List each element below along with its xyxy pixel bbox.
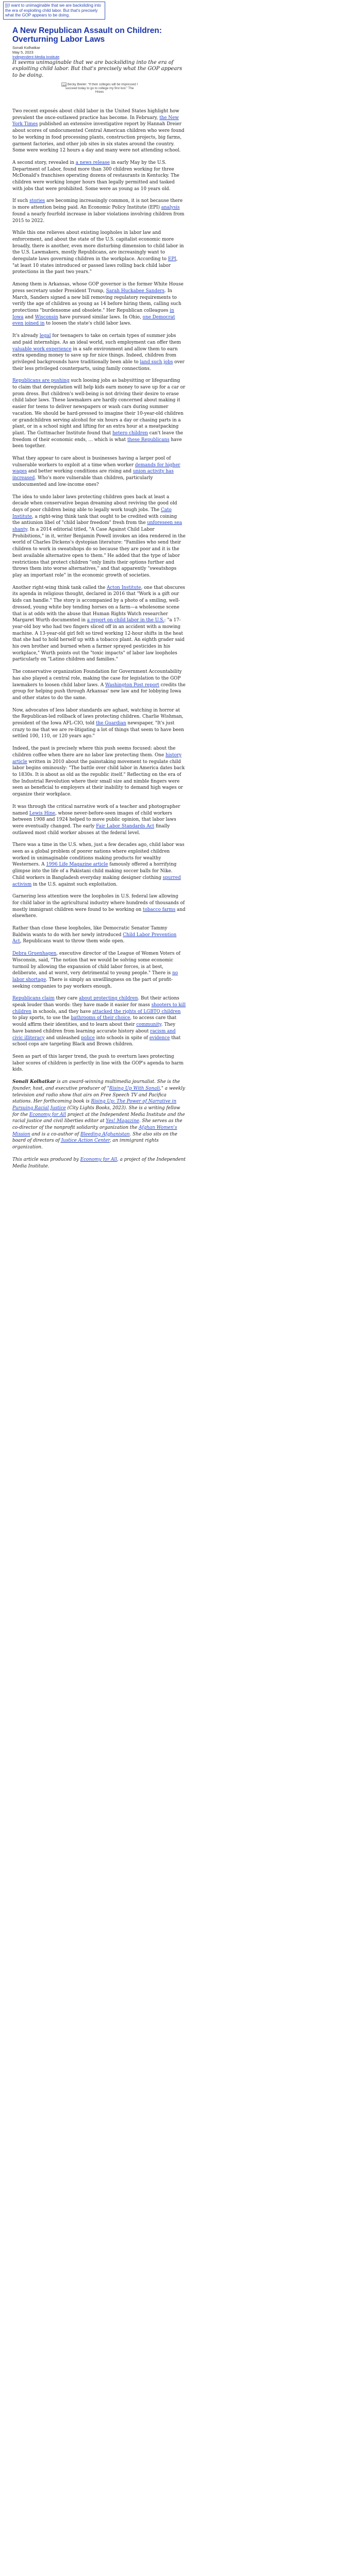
date: May 5, 2023 bbox=[12, 50, 34, 55]
article-paragraph bbox=[12, 842, 186, 888]
inline-link[interactable]: Bleeding Afghanistan bbox=[80, 1131, 130, 1137]
text-run: The conservative organization Foundation for Government Accountability has also played a central role, making the case for legislation to the GOP lawmakers to loosen child labor laws. A bbox=[12, 669, 182, 688]
text-run: , Republicans want to throw them wide open. bbox=[20, 939, 125, 944]
article-paragraph bbox=[12, 951, 186, 990]
text-run: . Who's more vulnerable than children, particularly undocumented and low-income ones? bbox=[12, 476, 153, 487]
article-paragraph bbox=[12, 585, 186, 663]
text-run: . She also sits on the board of directors of bbox=[12, 1131, 177, 1144]
text-run: It was through the critical narrative work of a teacher and photographer named bbox=[12, 804, 180, 816]
text-run: in the U.S. against such exploitation. bbox=[31, 882, 118, 887]
inline-link[interactable]: tobacco farms bbox=[142, 907, 176, 912]
text-run: over their less privileged counterparts, using family connections. bbox=[12, 359, 185, 371]
figure-caption: Becky Beeler: “If their colleges will be impressed I succeed today to go to college my first lost.” The Hrees bbox=[65, 82, 138, 94]
text-run: , one that obscures its agenda in religious thought, declared in 2016 that "Work is a gift our kids can handle." The story is accompanied by a photo of a smiling, well-dressed, young white boy tending horses on a farm—a wholesome scene that is at odds with the abuse that Human Rights Watch researcher Margaret Wurth documented in bbox=[12, 585, 185, 623]
inline-link[interactable]: legal bbox=[39, 333, 51, 339]
text-run: . But their actions speak louder than words: they have made it easier for mass bbox=[12, 996, 179, 1008]
inline-link[interactable]: a report on child labor in the U.S. bbox=[87, 618, 165, 623]
text-run: . In a 2014 editorial titled, "A Case Against Child Labor Prohibitions," in it, writer Benjamin Powell invokes an idea rendered in the world of Charles Dickens's dystopian literature: "Families who send their children to work in sweatshops do so because they are poor and it is the best available alternative open to them." He added that the type of labor restrictions that protect children "only limits their options further and throws them into worse alternatives," and that apparently "sweatshops play an important role" in the economic growth of societies. bbox=[12, 527, 186, 578]
inline-link[interactable]: history article bbox=[12, 752, 182, 765]
text-run: , whose never-before-seen images of child workers between 1908 and 1924 helped to move public opinion, that labor laws were eventually changed. The early bbox=[12, 810, 176, 829]
text-run: into schools in spite of bbox=[94, 1035, 150, 1041]
inline-link[interactable]: community bbox=[136, 1022, 161, 1028]
article-paragraph bbox=[12, 893, 186, 920]
inline-link[interactable]: stories bbox=[29, 198, 45, 204]
broken-image-icon bbox=[61, 82, 67, 87]
text-run: , "at least 10 states introduced or passed laws rolling back child labor protections in the past two years." bbox=[12, 257, 178, 275]
article-paragraph bbox=[12, 108, 186, 154]
inline-link[interactable]: these Republicans bbox=[127, 437, 170, 443]
article-paragraph bbox=[12, 281, 186, 327]
inline-link[interactable]: Wisconsin bbox=[35, 314, 58, 320]
article-paragraph bbox=[12, 378, 186, 450]
text-run: , an immigrant rights organization. bbox=[12, 1138, 159, 1150]
figure-caption-block bbox=[61, 82, 138, 94]
inline-link[interactable]: valuable work experience bbox=[12, 346, 72, 352]
inline-link[interactable]: attacked the rights of LGBTQ children bbox=[92, 1009, 181, 1014]
text-run: , executive director of the League of Women Voters of Wisconsin, said, "The notion that we would be solving some economic turmoil by allowing the expansion of child labor forces, is at best, deliberate, and at worst, very detrimental to young people." There is bbox=[12, 951, 180, 976]
text-run: . They have banned children from learning accurate history about bbox=[12, 1022, 175, 1034]
text-run: found a nearly fourfold increase in labor violations involving children from 2015 to 2022. bbox=[12, 211, 185, 224]
article-paragraph bbox=[12, 804, 186, 837]
text-run: and better working conditions are rising and bbox=[27, 469, 133, 474]
text-run: to play sports, to use the bbox=[12, 1015, 71, 1021]
inline-link[interactable]: Debra Gruenhagen bbox=[12, 951, 57, 957]
inline-link[interactable]: Justice Action Center bbox=[61, 1138, 110, 1144]
text-run: Rather than close these loopholes, like Democratic Senator Tammy Baldwin wants to do with her newly introduced bbox=[12, 926, 168, 938]
text-run: . She serves as the co-director of the nonprofit solidarity organization the bbox=[12, 1118, 183, 1131]
text-run: written in 2010 about the painstaking movement to regulate child labor begins ominously: "The battle over child labor in America dates back to 1830s. It is about as old as the republic itself." Reflecting on the era of the Industrial Revolution where their small size and nimble fingers were seen as beneficial to employers at their inability to demand high wages or organize their workplace. bbox=[12, 759, 185, 798]
text-run: and bbox=[23, 314, 35, 320]
source-link[interactable]: Independent Media Institute bbox=[12, 55, 60, 59]
text-run: famously offered a horrifying glimpse into the life of a Pakistani child making soccer balls for Nike. Child workers in Bangladesh everyday making designer clothing bbox=[12, 862, 177, 880]
article-lead: It seems unimaginable that we are backsliding into the era of exploiting child labor. But that's precisely what the GOP appears to be doing. bbox=[12, 60, 183, 78]
text-run: credits the group for helping push through Arkansas' new law and for lobbying Iowa and other states to do the same. bbox=[12, 682, 186, 701]
inline-link[interactable]: shooters to kill children bbox=[12, 1003, 186, 1014]
inline-link[interactable]: Sarah Huckabee Sanders bbox=[106, 288, 165, 294]
inline-link[interactable]: the New York Times bbox=[12, 115, 179, 127]
text-run: Now, advocates of less labor standards are aghast, watching in horror at the Republican-led rollback of laws protecting children. Charlie Wishman, president of the Iowa AFL-CIO, told bbox=[12, 707, 184, 726]
top-callout-text: [[(I want to unimaginable that we are backsliding into the era of exploiting child labor. But that's precisely what the GOP appears to be doing. bbox=[5, 3, 101, 18]
inline-link[interactable]: hetero children bbox=[112, 430, 148, 436]
article-title: A New Republican Assault on Children: Overturning Labor Laws bbox=[12, 26, 162, 44]
article-body bbox=[12, 108, 186, 1175]
text-run: The idea to undo labor laws protecting children goes back at least a decade when conservative began dreaming about reviving the good old days of poor children being able to legally work tough jobs. The bbox=[12, 494, 177, 513]
text-run: are becoming increasingly common, it is not because there is more attention being paid. An Economic Policy Institute (EPI) bbox=[12, 198, 183, 211]
text-run: , to access care that would affirm their identities, and to learn about their bbox=[12, 1015, 177, 1028]
inline-link[interactable]: Rising Up: The Power of Narrative in Pursuing Racial Justice bbox=[12, 1099, 177, 1111]
text-run: Indeed, the past is precisely where this push seems focused: about the children coffee when there are no labor law protecting them. One bbox=[12, 746, 176, 758]
inline-link[interactable]: Yes! Magazine bbox=[106, 1118, 139, 1124]
author-bio bbox=[12, 1079, 186, 1151]
article-paragraph bbox=[12, 925, 186, 945]
text-run: Among them is Arkansas, whose GOP governor is the former White House press secretary under President Trump, bbox=[12, 282, 184, 294]
article-paragraph bbox=[12, 160, 186, 193]
text-run: in early May by the U.S. Department of Labor, found more than 300 children working for three McDonald's franchises operating dozens of restaurants in Kentucky. The children were working longer hours than legally permitted and tasked with jobs that were prohibited. Some were as young as 10 years old. bbox=[12, 160, 179, 192]
text-run: There was a time in the U.S. when, just a few decades ago, child labor was seen as a global problem of poorer nations where exploited children worked in unimaginable conditions making products for wealthy Westerners. A bbox=[12, 842, 185, 868]
inline-link[interactable]: unforeseen sea shanty bbox=[12, 520, 182, 533]
inline-link[interactable]: Child Labor Prevention Act bbox=[12, 932, 177, 944]
text-run: and unleashed bbox=[44, 1035, 81, 1041]
article-paragraph bbox=[12, 198, 186, 224]
text-run: published an extensive investigative report by Hannah Dreier about scores of undocumented Central American children who were found to be working in food processing plants, construction projects, big farms, garment factories, and other job sites in six states around the country. Some were working 12 hours a day and many were not attending school. bbox=[12, 122, 185, 154]
inline-link[interactable]: land such jobs bbox=[140, 359, 173, 365]
byline bbox=[12, 45, 167, 59]
inline-link[interactable]: Washington Post report bbox=[105, 682, 159, 688]
article-paragraph bbox=[12, 333, 186, 372]
text-run: is an award-winning multimedia journalist. She is the founder, host, and executive producer of " bbox=[12, 1079, 180, 1091]
inline-link[interactable]: Republicans claim bbox=[12, 996, 55, 1002]
article-paragraph bbox=[12, 707, 186, 740]
text-run: , a right-wing think tank that ought to be credited with coining the antiunion libel of "child labor freedom" fresh from the bbox=[12, 514, 177, 526]
article-paragraph bbox=[12, 455, 186, 488]
inline-link[interactable]: no labor shortage bbox=[12, 971, 178, 982]
inline-link[interactable]: about protecting children bbox=[79, 996, 138, 1002]
text-run: Two recent exposés about child labor in the United States highlight how prevalent the once-outlawed practice has become. In February, bbox=[12, 109, 179, 121]
text-run: Another right-wing think tank called the bbox=[12, 585, 107, 590]
inline-link[interactable]: police bbox=[81, 1035, 95, 1041]
text-run: in schools, and they have bbox=[31, 1009, 93, 1014]
inline-link[interactable]: racism and civic illiteracy bbox=[12, 1028, 176, 1041]
text-run: , a project of the Independent Media Institute. bbox=[12, 1157, 186, 1169]
text-run: and elsewhere. bbox=[12, 907, 186, 919]
text-run: It's already bbox=[12, 333, 40, 339]
text-run: finally outlawed most child worker abuses at the federal level. bbox=[12, 823, 170, 836]
text-run: : "a 17-year-old boy who had two fingers sliced off in an accident with a mowing machine. A 13-year-old girl felt so tired working 12-hour shifts in the heat that she had to hold herself up with a tobacco plant. An eighth grader said his own brother and burned when a farmer sprayed pesticides in his workplace," Wurth points out the "toxic impacts" of labor law loopholes particularly on "Latino children and families." bbox=[12, 618, 185, 663]
inline-link[interactable]: analysis bbox=[161, 205, 180, 211]
inline-link[interactable]: the Guardian bbox=[95, 721, 126, 726]
article-paragraph bbox=[12, 1054, 186, 1073]
article-paragraph bbox=[12, 494, 186, 579]
inline-link[interactable]: evidence bbox=[149, 1035, 170, 1041]
inline-link[interactable]: demands for higher wages bbox=[12, 462, 180, 474]
inline-link[interactable]: Afghan Women's Mission bbox=[12, 1125, 177, 1137]
text-run: project at the Independent Media Institute and the racial justice and civil liberties editor at bbox=[12, 1112, 185, 1124]
article-paragraph bbox=[12, 745, 186, 798]
inline-link[interactable]: Rising Up With Sonali bbox=[109, 1086, 160, 1091]
top-callout-box bbox=[3, 2, 105, 20]
inline-link[interactable]: EPI bbox=[168, 257, 176, 262]
inline-link[interactable]: one Democrat even joined in bbox=[12, 314, 175, 327]
text-run: If such bbox=[12, 198, 30, 204]
text-run: newspaper, "It's just crazy to me that we are re-litigating a lot of things that seem to have been settled 100, 110, or 120 years ago." bbox=[12, 721, 184, 739]
text-run: can't leave the freedom of their economic ends, ... which is what bbox=[12, 430, 183, 443]
article-paragraph bbox=[12, 669, 186, 702]
author: Sonali Kolhatkar bbox=[12, 45, 40, 50]
text-run: such loosing jobs as babysitting or lifeguarding to claim that deregulation will help kids earn money to save up for a car or prom dress. But children's well-being is not driving their desire to erase child labor laws. These lawmakers are hardly concerned about making it easier for teens to deliver newspapers or wash cars during summer vacation. We should be hard-pressed to imagine their 10-year-old children or grandchildren serving alcohol for six hours a day or chasing parts in a plant, or in a school night and lifting for an extra hour at a meatpacking plant. The Guttmacher Institute found that bbox=[12, 378, 186, 436]
text-run: A second story, revealed in bbox=[12, 160, 76, 165]
text-run: have been together. bbox=[12, 437, 182, 449]
text-run: This article was produced by bbox=[12, 1157, 80, 1162]
inline-link[interactable]: Lewis Hine bbox=[29, 810, 55, 816]
bold-text: Sonali Kolhatkar bbox=[12, 1079, 56, 1085]
inline-link[interactable]: Economy for All bbox=[29, 1112, 67, 1117]
inline-link[interactable]: Cato Institute bbox=[12, 507, 172, 519]
inline-link[interactable]: Acton Institute bbox=[107, 585, 141, 590]
author-bio bbox=[12, 1157, 186, 1170]
inline-link[interactable]: in Iowa bbox=[12, 308, 174, 320]
text-run: Seen as part of this larger trend, the push to overturn laws protecting labor scores of children is perfectly in line with the GOP's agenda to harm kids. bbox=[12, 1054, 184, 1073]
text-run: (City Lights Books, 2023). She is a writing fellow for the bbox=[12, 1105, 180, 1117]
text-run: . There is simply an unwillingness on the part of profit-seeking companies to pay workers enough. bbox=[12, 977, 173, 989]
inline-link[interactable]: bathrooms of their choice bbox=[71, 1015, 130, 1021]
text-run: While this one relieves about existing loopholes in labor law and enforcement, and about the state of the U.S. capitalist economic more broadly, there is another, even more disturbing dimension to child labor in the U.S. Lawmakers, mostly Republicans, are increasingly want to deregulate laws governing children in the workplace. According to bbox=[12, 230, 184, 262]
inline-link[interactable]: Economy for All bbox=[80, 1157, 117, 1162]
text-run: in a safe environment and allow them to earn extra spending money to save up for nice things. Indeed, children from privileged backgrounds have traditionally been able to bbox=[12, 346, 178, 365]
article-paragraph bbox=[12, 995, 186, 1048]
text-run: What they appear to care about is businesses having a larger pool of vulnerable workers to exploit at a time when worker bbox=[12, 456, 171, 468]
text-run: for teenagers to take on certain types of summer jobs and paid internships. As an ideal world, such employment can offer them bbox=[12, 333, 181, 345]
article-paragraph bbox=[12, 230, 186, 276]
inline-link[interactable]: union activity has increased bbox=[12, 469, 174, 481]
text-run: to loosen the state's child labor laws. bbox=[44, 321, 132, 327]
text-run: have pursued similar laws. In Ohio, bbox=[58, 314, 143, 320]
text-run: they care bbox=[54, 996, 79, 1002]
text-run: and is a co-author of bbox=[30, 1131, 80, 1137]
text-run: that school cops are targeting Black and Brown children. bbox=[12, 1035, 181, 1047]
inline-link[interactable]: spurred activism bbox=[12, 875, 181, 887]
text-run: . In March, Sanders signed a new bill removing regulatory requirements to verify the age of children as young as 14 before hiring them, calling such protections "burdensome and obsolete." Her Republican colleagues bbox=[12, 288, 182, 313]
inline-link[interactable]: 1996 Life Magazine article bbox=[46, 862, 108, 868]
inline-link[interactable]: a news release bbox=[75, 160, 110, 165]
text-run: ," a weekly television and radio show that airs on Free Speech TV and Pacifica stations. Her forthcoming book is bbox=[12, 1086, 185, 1105]
text-run: Garnering less attention were the loopholes in U.S. federal law allowing for child labor in the agricultural industry where hundreds of thousands of mostly immigrant children were found to be working on bbox=[12, 894, 185, 912]
inline-link[interactable]: Fair Labor Standards Act bbox=[96, 823, 155, 829]
inline-link[interactable]: Republicans are pushing bbox=[12, 378, 70, 384]
